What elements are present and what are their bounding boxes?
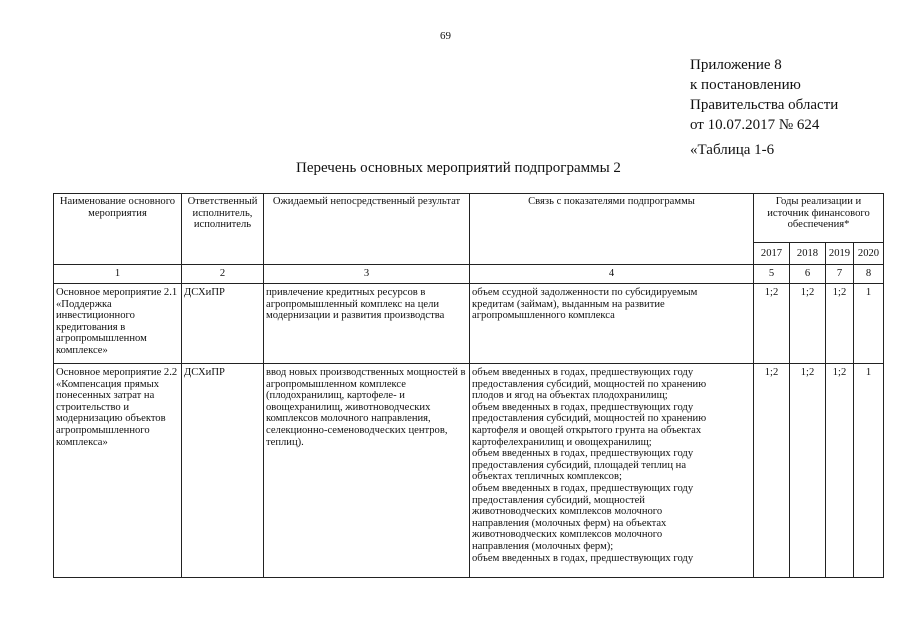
measure-result: ввод новых производственных мощностей в агропромышленном комплексе (плодохранилищ, картофеле- и овощехранилищ, животноводческих комплексов молочного направления, селекционно-семеноводческих центров, теплиц). xyxy=(264,364,470,578)
header-year: 2020 xyxy=(854,243,884,265)
link-line: предоставления субсидий, площадей теплиц на xyxy=(472,459,687,471)
link-line: объем введенных в годах, предшествующих году xyxy=(472,401,694,413)
measures-table xyxy=(53,193,884,578)
table-label: «Таблица 1-6 xyxy=(690,142,775,158)
document-title: Перечень основных мероприятий подпрограммы 2 xyxy=(296,160,621,176)
column-number: 5 xyxy=(754,265,790,284)
year-value: 1;2 xyxy=(826,364,854,578)
header-years-group: Годы реализации и источник финансового обеспечения* xyxy=(754,194,884,243)
year-value: 1;2 xyxy=(826,284,854,364)
page-number: 69 xyxy=(440,30,451,42)
column-number: 3 xyxy=(264,265,470,284)
year-value: 1;2 xyxy=(754,364,790,578)
header-result: Ожидаемый непосредственный результат xyxy=(264,194,470,265)
link-line: картофеля и овощей открытого грунта на объектах xyxy=(472,424,702,436)
link-line: предоставления субсидий, мощностей xyxy=(472,494,645,506)
appendix-line: от 10.07.2017 № 624 xyxy=(690,117,820,133)
column-number: 2 xyxy=(182,265,264,284)
header-responsible: Ответственный исполнитель, исполнитель xyxy=(182,194,264,265)
appendix-line: Правительства области xyxy=(690,97,839,113)
header-year: 2017 xyxy=(754,243,790,265)
link-line: направления (молочных ферм); xyxy=(472,540,614,552)
column-numbers-row xyxy=(54,265,884,284)
year-value: 1 xyxy=(854,284,884,364)
measure-link xyxy=(470,364,754,578)
link-line: плодов и ягод на объектах плодохранилищ; xyxy=(472,390,668,402)
link-line: предоставления субсидий, мощностей по хранению xyxy=(472,378,707,390)
column-number: 6 xyxy=(790,265,826,284)
header-year: 2019 xyxy=(826,243,854,265)
table-row xyxy=(54,364,884,578)
link-line: животноводческих комплексов молочного xyxy=(472,506,663,518)
measure-link xyxy=(470,284,754,364)
link-line: объем введенных в годах, предшествующих году xyxy=(472,448,694,460)
measure-responsible: ДСХиПР xyxy=(182,284,264,364)
link-line: объектах тепличных комплексов; xyxy=(472,471,622,483)
link-line: направления (молочных ферм) на объектах xyxy=(472,517,667,529)
measure-name: Основное мероприятие 2.2 «Компенсация прямых понесенных затрат на строительство и модернизацию объектов агропромышленного комплекса» xyxy=(54,364,182,578)
appendix-block xyxy=(690,55,838,135)
link-line: агропромышленного комплекса xyxy=(472,310,615,322)
link-line: объем ссудной задолженности по субсидируемым xyxy=(472,287,698,298)
link-line: картофелехранилищ и овощехранилищ; xyxy=(472,436,652,448)
year-value: 1;2 xyxy=(754,284,790,364)
link-line: объем введенных в годах, предшествующих году xyxy=(472,482,694,494)
column-number: 4 xyxy=(470,265,754,284)
column-number: 8 xyxy=(854,265,884,284)
header-name: Наименование основного мероприятия xyxy=(54,194,182,265)
column-number: 1 xyxy=(54,265,182,284)
measure-result: привлечение кредитных ресурсов в агропромышленный комплекс на цели модернизации и развития производства xyxy=(264,284,470,364)
measure-responsible: ДСХиПР xyxy=(182,364,264,578)
measure-name: Основное мероприятие 2.1 «Поддержка инвестиционного кредитования в агропромышленном комплексе» xyxy=(54,284,182,364)
year-value: 1;2 xyxy=(790,284,826,364)
table-row xyxy=(54,284,884,364)
column-number: 7 xyxy=(826,265,854,284)
year-value: 1;2 xyxy=(790,364,826,578)
link-line: объем введенных в годах, предшествующих году xyxy=(472,552,694,564)
link-line: животноводческих комплексов молочного xyxy=(472,529,663,541)
link-line: кредитам (займам), выданным на развитие xyxy=(472,298,665,310)
header-link: Связь с показателями подпрограммы xyxy=(470,194,754,265)
link-line: предоставления субсидий, мощностей по хранению xyxy=(472,413,707,425)
appendix-line: Приложение 8 xyxy=(690,57,782,73)
link-line: объем введенных в годах, предшествующих году xyxy=(472,367,694,378)
appendix-line: к постановлению xyxy=(690,77,801,93)
year-value: 1 xyxy=(854,364,884,578)
header-year: 2018 xyxy=(790,243,826,265)
